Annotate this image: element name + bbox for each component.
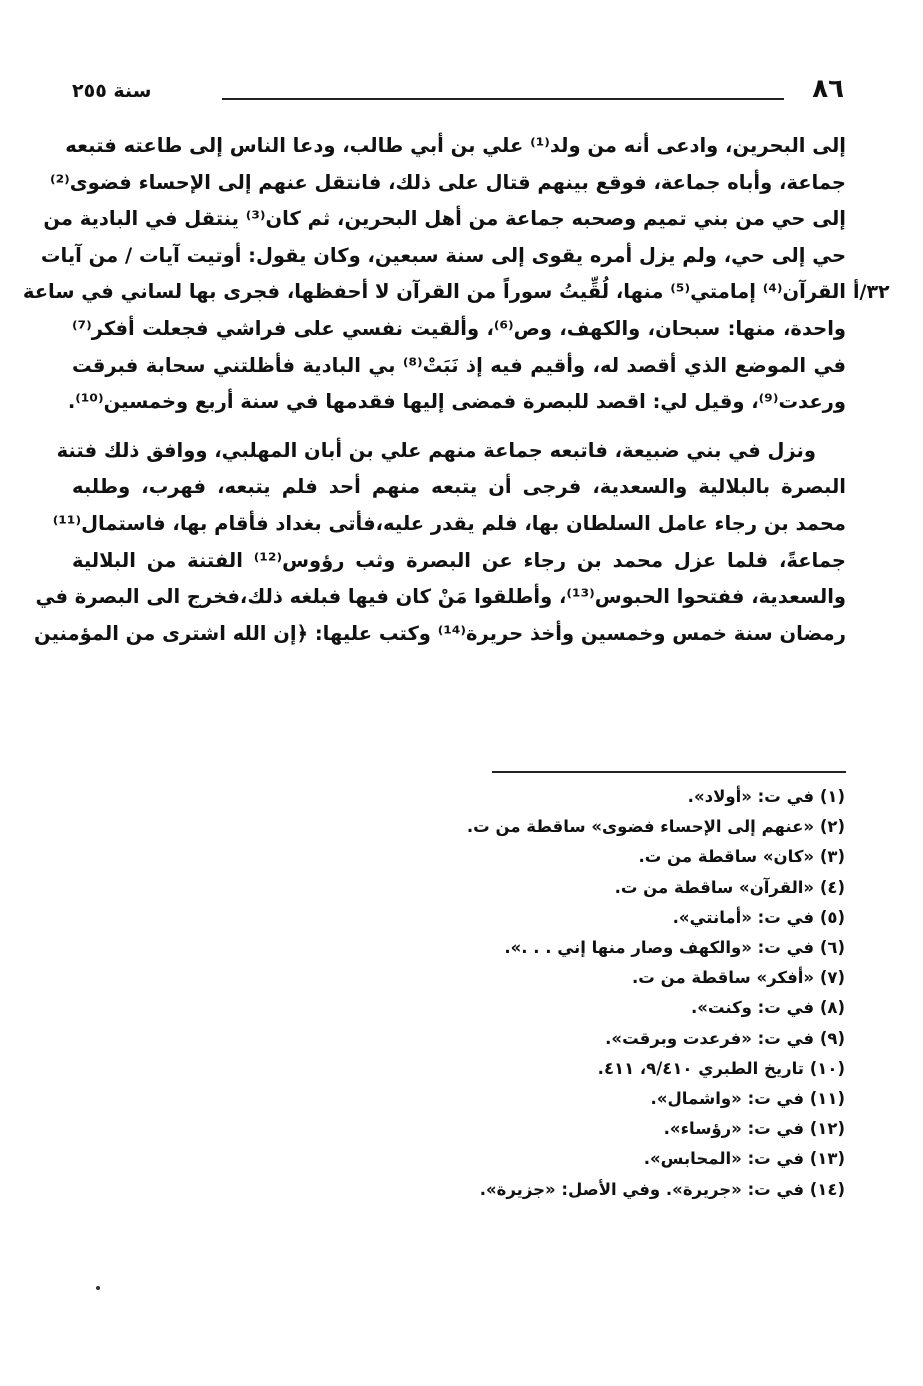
- header-rule: [222, 98, 784, 100]
- text-line: ونزل في بني ضبيعة، فاتبعه جماعة منهم علي بن أبان المهلبي، ووافق ذلك فتنة: [56, 438, 816, 462]
- footnote: (٥) في ت: «أمانتي».: [672, 907, 845, 927]
- paragraph-2: [34, 433, 846, 653]
- footnote: (٢) «عنهم إلى الإحساء فضوى» ساقطة من ت.: [466, 817, 845, 837]
- text-line: القرآن⁽⁴⁾ إمامتي⁽⁵⁾ منها، لُقِّيتُ سوراً من القرآن لا أحفظها، فجرى بها لساني في ساعة: [22, 280, 846, 304]
- text-line: رمضان سنة خمس وخمسين وأخذ حريرة⁽¹⁴⁾ وكتب عليها: ﴿إن الله اشترى من المؤمنين: [34, 621, 846, 645]
- running-head: سنة ٢٥٥: [72, 80, 152, 102]
- footnote: (١٣) في ت: «المحابس».: [643, 1149, 845, 1169]
- text-line: محمد بن رجاء عامل السلطان بها، فلم يقدر عليه،فأتى بغداد فأقام بها، فاستمال⁽¹¹⁾: [52, 511, 846, 535]
- footnote: (١٢) في ت: «رؤساء».: [663, 1119, 845, 1139]
- text-line: إلى البحرين، وادعى أنه من ولد⁽¹⁾ علي بن أبي طالب، ودعا الناس إلى طاعته فتبعه: [65, 134, 846, 157]
- footnote: (٧) «أفكر» ساقطة من ت.: [632, 968, 845, 988]
- page-header: [72, 74, 844, 114]
- text-line: البصرة بالبلالية والسعدية، فرجى أن يتبعه منهم أحد فلم يتبعه، فهرب، وطلبه: [72, 475, 846, 499]
- footnote: (١١) في ت: «واشمال».: [650, 1089, 845, 1109]
- text-line: إلى حي من بني تميم وصحبه جماعة من أهل البحرين، ثم كان⁽³⁾ ينتقل في البادية من: [43, 207, 846, 231]
- text-line: جماعة، وأباه جماعة، فوقع بينهم قتال على ذلك، فانتقل عنهم إلى الإحساء فضوى⁽²⁾: [49, 170, 846, 194]
- text-line: حي إلى حي، ولم يزل أمره يقوى إلى سنة سبعين، وكان يقول: أوتيت آيات / من آيات: [40, 243, 846, 267]
- text-line: جماعةً، فلما عزل محمد بن رجاء عن البصرة وثب رؤوس⁽¹²⁾ الفتنة من البلالية: [72, 548, 846, 572]
- text-line: في الموضع الذي أقصد له، وأقيم فيه إذ نَبَتْ⁽⁸⁾ بي البادية فأظلتني سحابة فبرقت: [72, 353, 847, 377]
- main-text: [22, 128, 847, 652]
- page-number: ٨٦: [812, 74, 844, 104]
- text-line: والسعدية، ففتحوا الحبوس⁽¹³⁾، وأطلقوا مَنْ كان فيها فبلغه ذلك،فخرج الى البصرة في: [35, 585, 846, 609]
- footnotes: [345, 782, 845, 1205]
- footnote: (٣) «كان» ساقطة من ت.: [638, 847, 845, 867]
- footnote: (٦) في ت: «والكهف وصار منها إني . . .».: [504, 938, 845, 958]
- footnote-separator: [492, 771, 846, 773]
- paragraph-1: [22, 128, 847, 421]
- footnote: (٩) في ت: «فرعدت وبرقت».: [605, 1028, 845, 1048]
- footnote: (١٤) في ت: «جريرة». وفي الأصل: «جزيرة».: [479, 1179, 845, 1199]
- footnote: (٤) «القرآن» ساقطة من ت.: [614, 877, 845, 897]
- folio-margin-note: ٣٢/أ: [853, 281, 890, 303]
- footnote: (١) في ت: «أولاد».: [687, 787, 845, 806]
- footnote: (١٠) تاريخ الطبري ٩/٤١٠، ٤١١.: [597, 1058, 845, 1078]
- text-line: ورعدت⁽⁹⁾، وقيل لي: اقصد للبصرة فمضى إليها فقدمها في سنة أربع وخمسين⁽¹⁰⁾.: [67, 390, 846, 414]
- text-line: واحدة، منها: سبحان، والكهف، وص⁽⁶⁾، وألقيت نفسي على فراشي فجعلت أفكر⁽⁷⁾: [72, 316, 846, 340]
- scan-speck: [96, 1286, 100, 1290]
- footnote: (٨) في ت: وكنت».: [690, 998, 845, 1018]
